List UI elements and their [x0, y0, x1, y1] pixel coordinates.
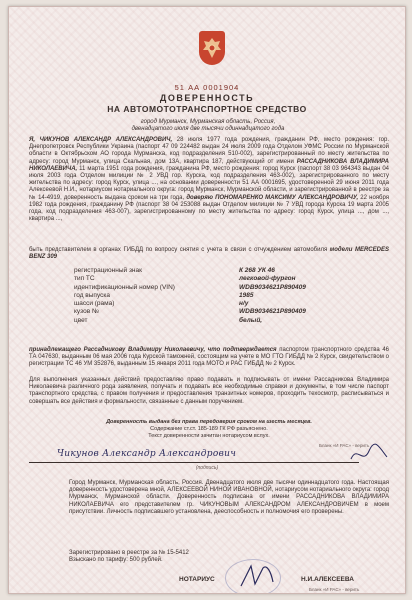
vehicle-row: [74, 300, 394, 308]
coat-of-arms-emblem: [199, 31, 225, 65]
place-and-date: [39, 119, 377, 133]
purpose-text: быть представителем в органах ГИБДД по вопросу снятия с учета в связи с отчуждением автомобиля: [29, 247, 328, 253]
vehicle-label: кузов №: [74, 308, 99, 316]
vehicle-row: [74, 284, 394, 292]
ownership-lead: принадлежащего Рассадникову Владимиру Николаевичу, что подтверждается: [29, 347, 277, 353]
notary-name: Н.И.АЛЕКСЕЕВА: [301, 576, 354, 583]
vehicle-label: тип ТС: [74, 275, 95, 283]
place-line: город Мурманск, Мурманская область, Россия,: [140, 119, 276, 125]
blank-serial-number: 51 АА 0001904: [174, 83, 240, 92]
vehicle-label: год выпуска: [74, 291, 110, 299]
vehicle-label: идентификационный номер (VIN): [74, 283, 175, 291]
vehicle-value: 1985: [239, 291, 254, 299]
vehicle-value: легковой-фургон: [239, 275, 296, 283]
validity-term: Доверенность выдана без права передоверия сроком на шесть месяцев.: [106, 419, 312, 425]
read-aloud-note: Текст доверенности зачитан нотариусом вслух.: [148, 433, 270, 440]
owner-details: 11 марта 1951 года рождения, гражданина РФ, место рождения: город Курск (паспорт 38 03 964343 выдан 04 июля 2003 года Отделом милиции № 2 УВД гор. Курска, код подразделения 463-002), зарегистрированного по месту жительства по адресу: город Курск, улица ..., на основании доверенности 51 АА 0001695, удостоверенной 29 июня 2011 года Алексеевой Н.И., нотариусом нотариального округа: город Мурманск, Мурманской области, и зарегистрированной в реестре за № 14-4919, доверенность выдана сроком на три года,: [29, 165, 389, 201]
power-of-attorney-document: [8, 6, 406, 594]
vehicle-row: [74, 308, 394, 316]
principal-details: 28 июля 1977 года рождения, гражданин РФ, место рождения: гор. Днепропетровск Республики Украина (паспорт 47 09 224482 выдан 24 июля 2009 года Отделом УФМС России по Мурманской области в Октябрьском АО города Мурманска, код подразделения 510-002), зарегистрированный по месту жительства по адресу: город Мурманск, улица Скальная, дом 13А, квартира 187, действующий от имени: [29, 137, 389, 165]
notary-signature-scribble: [237, 562, 277, 592]
date-line: двенадцатого июля две тысячи одиннадцатого года: [131, 126, 285, 132]
notary-label: НОТАРИУС: [179, 576, 215, 583]
document-subtitle: НА АВТОМОТОТРАНСПОРТНОЕ СРЕДСТВО: [107, 104, 307, 114]
civil-code-note: Содержание ст.ст. 185-189 ГК РФ разъяснено.: [150, 426, 268, 433]
notary-certification: Город Мурманск, Мурманская область, Россия. Двенадцатого июля две тысячи одиннадцатого года. Настоящая доверенность удостоверена мной, АЛЕКСЕЕВОЙ НИНОЙ ИВАНОВНОЙ, нотариусом нотариального округа: город Мурманск, Мурманской области. Доверенность подписана от имени РАССАДНИКОВА ВЛАДИМИРА НИКОЛАЕВИЧА его представителем гр. ЧИКУНОВЫМ АЛЕКСАНДРОМ АЛЕКСАНДРОВИЧЕМ в моем присутствии. Личность подписавшего установлена, дееспособность и полномочия его проверены.: [69, 480, 389, 515]
vehicle-details-table: [74, 267, 394, 325]
signature-caption: (подпись): [195, 465, 219, 471]
agent-name: ПОНОМАРЕНКО МАКСИМУ АЛЕКСАНДРОВИЧУ,: [215, 194, 359, 201]
vehicle-model: модели MERCEDES BENZ 309: [29, 247, 389, 261]
vehicle-value: WDB9034621P890409: [239, 283, 306, 291]
principal-paragraph: [29, 137, 389, 223]
registry-number: Зарегистрировано в реестре за № 15-5412: [69, 550, 189, 556]
powers-paragraph: Для выполнения указанных действий предоставляю право подавать и подписывать от имени Рассадникова Владимира Николаевича различного рода заявления, получать и подавать все необходимые справки и документы, в том числе паспорт транспортного средства, с правом получения и предоставления транзитных номеров, проходить техосмотр, расписываться и совершать все действия и формальности, связанные с данным поручением.: [29, 377, 389, 405]
validity-paragraph: [29, 419, 389, 441]
vehicle-label: регистрационный знак: [74, 267, 142, 274]
fee-line: Взыскано по тарифу: 500 рублей.: [69, 557, 163, 564]
vehicle-row: [74, 267, 394, 275]
purpose-paragraph: [29, 247, 389, 261]
principal-name: Я, ЧИКУНОВ АЛЕКСАНДР АЛЕКСАНДРОВИЧ,: [29, 137, 173, 143]
registry-info: [69, 550, 319, 564]
vehicle-label: цвет: [74, 316, 88, 324]
vehicle-value: WDB9034621P890409: [239, 308, 306, 316]
agent-details: 22 ноября 1982 года рождения, гражданину РФ (паспорт 38 04 253088 выдан Отделом милиции № 7 УВД города Курска 19 марта 2005 года, код подразделения 463-007), зарегистрированному по месту жительства по адресу: город Курск, улица ..., дом ..., квартира ...,: [29, 194, 389, 223]
vehicle-row: [74, 275, 394, 283]
ownership-paragraph: [29, 347, 389, 369]
vehicle-value: н/у: [239, 300, 249, 308]
owner-name: РАССАДНИКОВА ВЛАДИМИРА НИКОЛАЕВИЧА,: [29, 158, 390, 172]
signature-scribble: [349, 443, 389, 465]
trust-word: доверяю: [186, 194, 213, 201]
vehicle-row: [74, 317, 394, 325]
blank-stamp-bottom: Бланк «И РАС» - верить: [309, 587, 360, 592]
vehicle-row: [74, 292, 394, 300]
vehicle-value: белый,: [239, 316, 263, 324]
blank-stamp-top: Бланк «И РАС» - верить: [319, 443, 370, 448]
vehicle-label: шасси (рама): [74, 300, 115, 308]
handwritten-signature: Чикунов Александр Александрович: [57, 449, 237, 459]
vehicle-value: К 268 УК 46: [239, 267, 275, 274]
document-title: ДОВЕРЕННОСТЬ: [159, 93, 255, 103]
ownership-details: паспортом транспортного средства 46 ТА 047630, выданным 06 мая 2006 года Курской таможней, состоящим на учете в МО ГТО ГИБДД № 2 Курск, свидетельством о регистрации ТС 46 УМ 352876, выданным 15 января 2011 года МОТО и РАС ГИБДД № 2 Курск.: [29, 347, 389, 368]
